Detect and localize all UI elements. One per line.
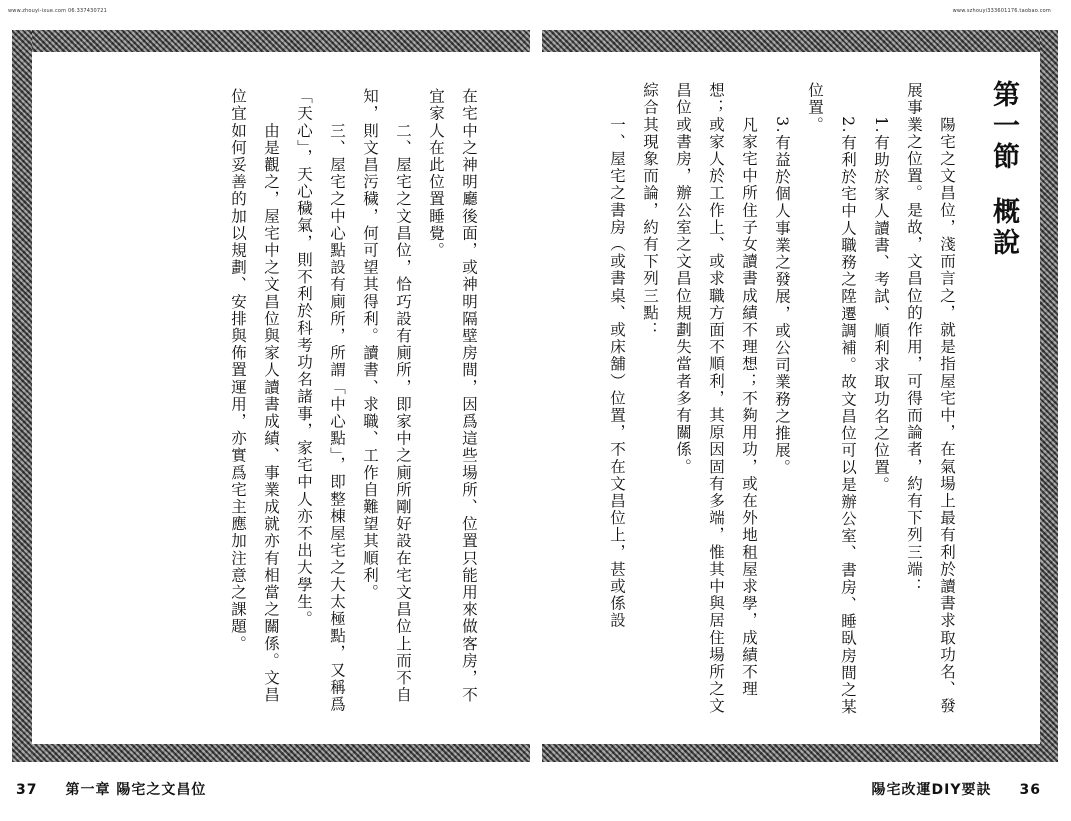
- right-paragraph-3: 2.有利於宅中人職務之陞遷調補。故文昌位可以是辦公室、書房、睡臥房間之某位置。: [806, 82, 857, 716]
- section-heading: [984, 80, 1023, 259]
- right-paragraph-5: 凡家宅中所住子女讀書成績不理想；不夠用功，或在外地租屋求學，成績不理想；或家人於工作上、或求職方面不順利，其原因固有多端，惟其中與居住場所之文昌位或書房，辦公室之文昌位規劃失當者多有關係。: [674, 82, 758, 715]
- right-page-footer: [872, 779, 1041, 799]
- right-page-number: 36: [1019, 782, 1041, 798]
- section-number: 第一節: [988, 80, 1019, 173]
- top-left-watermark: www.zhouyi-ixue.com 06.337430721: [8, 8, 108, 14]
- right-paragraph-7: 一、屋宅之書房（或書桌、或床舖）位置，不在文昌位上，甚或係設: [608, 82, 626, 630]
- right-page: [540, 26, 1071, 774]
- left-paragraph-2: 二、屋宅之文昌位，恰巧設有廁所，即家中之廁所剛好設在宅文昌位上而不自知，則文昌污穢，何可望其得利。讀書、求職、工作自難望其順利。: [361, 88, 412, 704]
- left-page: [0, 26, 530, 774]
- left-paragraph-3: 三、屋宅之中心點設有廁所，所謂「中心點」，即整棟屋宅之大太極點，又稱爲「天心」，天心穢氣，則不利於科考功名諸事，家宅中人亦不出大學生。: [295, 88, 346, 713]
- top-right-watermark: www.szhouyi333601176.taobao.com: [952, 8, 1051, 14]
- right-paragraph-2: 1.有助於家人讀書、考試、順利求取功名之位置。: [872, 82, 890, 494]
- left-page-body: [65, 88, 485, 720]
- left-page-footer: [16, 779, 206, 799]
- right-page-body: [568, 82, 963, 722]
- left-page-number: 37: [16, 782, 38, 798]
- right-paragraph-1: 陽宅之文昌位，淺而言之，就是指屋宅中，在氣場上最有利於讀書求取功名、發展事業之位置。是故，文昌位的作用，可得而論者，約有下列三端：: [905, 82, 956, 715]
- section-title: 概說: [988, 197, 1019, 259]
- left-paragraph-4: 由是觀之，屋宅中之文昌位與家人讀書成績、事業成就亦有相當之關係。文昌位宜如何妥善的加以規劃、安排與佈置運用，亦實爲宅主應加注意之課題。: [229, 88, 280, 704]
- left-page-running-title: 第一章 陽宅之文昌位: [65, 782, 207, 798]
- right-page-running-title: 陽宅改運DIY要訣: [871, 782, 992, 798]
- right-paragraph-4: 3.有益於個人事業之發展，或公司業務之推展。: [773, 82, 791, 477]
- right-paragraph-6: 綜合其現象而論，約有下列三點：: [641, 82, 659, 339]
- left-paragraph-1: 在宅中之神明廳後面，或神明隔壁房間，因爲這些場所、位置只能用來做客房，不宜家人在此位置睡覺。: [427, 88, 478, 704]
